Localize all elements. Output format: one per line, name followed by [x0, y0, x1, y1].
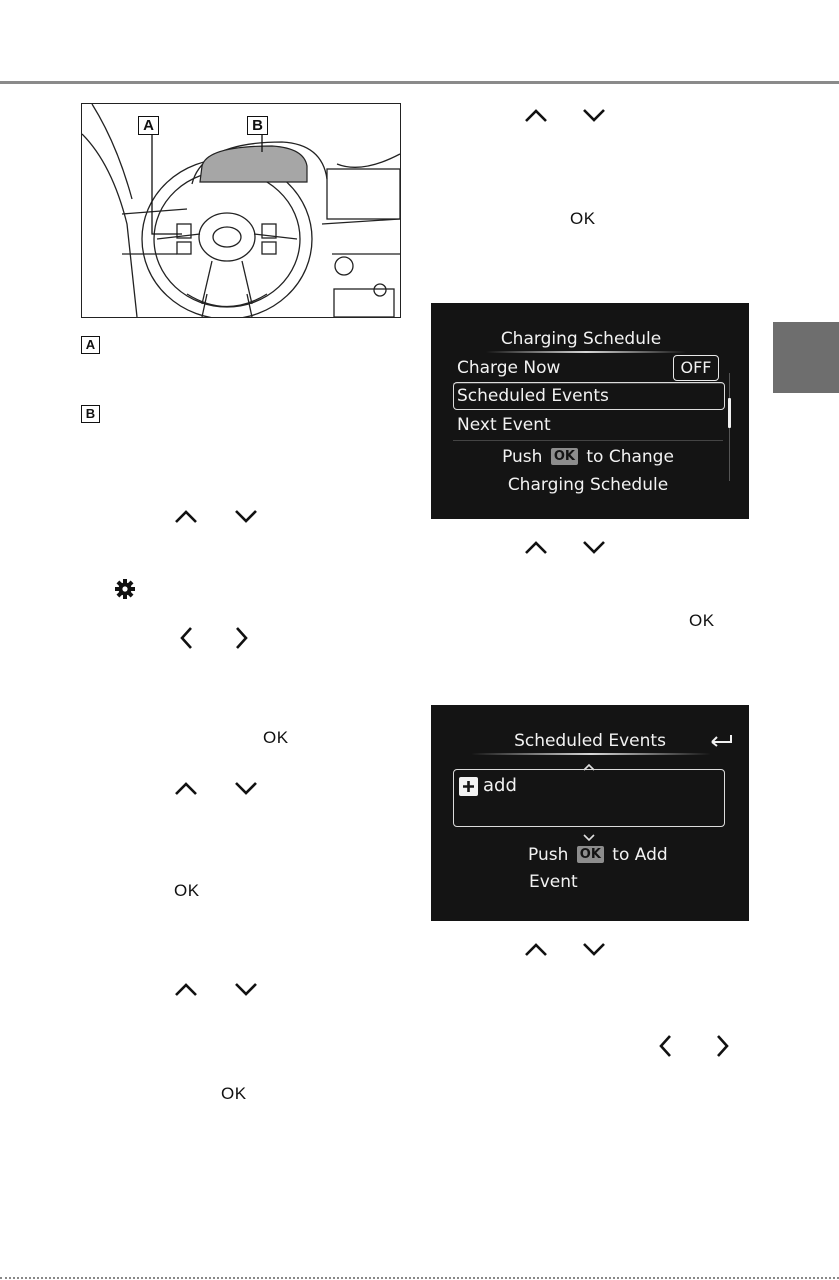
hint-line-1 [431, 447, 745, 467]
hint-tail: to Add [612, 845, 668, 865]
chevron-up-icon [523, 538, 549, 556]
chapter-tab [773, 322, 839, 393]
chevron-right-icon [715, 1033, 731, 1059]
ok-symbol: OK [221, 1084, 247, 1103]
legend-a-label: A [81, 336, 100, 354]
chevron-up-icon [173, 980, 199, 998]
charge-now-row: Charge Now [457, 358, 561, 378]
hint-line-1 [528, 845, 668, 865]
legend-b-label: B [81, 405, 100, 423]
chevron-down-icon [233, 980, 259, 998]
hint-push: Push [528, 845, 569, 865]
screen-title: Charging Schedule [500, 329, 662, 349]
ok-symbol: OK [570, 209, 596, 228]
plus-icon [459, 777, 478, 796]
hint-line-2: Event [529, 872, 578, 892]
chevron-up-icon [523, 940, 549, 958]
chevron-up-icon [523, 106, 549, 124]
charge-now-toggle: OFF [673, 355, 719, 381]
chevron-down-icon [581, 538, 607, 556]
scrollbar-thumb [728, 398, 731, 428]
chevron-up-icon [173, 507, 199, 525]
hint-tail: to Change [586, 447, 674, 467]
add-label: add [483, 775, 517, 796]
steering-wheel-drawing [82, 104, 400, 317]
chevron-right-icon [234, 625, 250, 651]
callout-b: B [247, 116, 268, 135]
row-divider [453, 440, 723, 441]
ok-button-icon: OK [577, 846, 604, 863]
chevron-left-icon [178, 625, 194, 651]
chevron-down-icon [581, 940, 607, 958]
ok-button-icon: OK [551, 448, 578, 465]
chevron-down-icon [233, 507, 259, 525]
hint-push: Push [502, 447, 543, 467]
ok-symbol: OK [263, 728, 289, 747]
chevron-down-icon [581, 106, 607, 124]
chevron-left-icon [657, 1033, 673, 1059]
callout-a: A [138, 116, 159, 135]
footer-rule [0, 1277, 839, 1279]
dashboard-illustration [81, 103, 401, 318]
next-event-row: Next Event [457, 415, 551, 435]
ok-symbol: OK [689, 611, 715, 630]
screen-title: Scheduled Events [514, 731, 666, 751]
gear-icon [114, 578, 136, 600]
ok-symbol: OK [174, 881, 200, 900]
charging-schedule-screen [431, 303, 749, 519]
back-icon[interactable] [707, 729, 735, 751]
chevron-up-icon [173, 779, 199, 797]
scheduled-events-screen [431, 705, 749, 921]
title-underline [486, 351, 686, 353]
chevron-down-icon [233, 779, 259, 797]
hint-line-2: Charging Schedule [507, 475, 669, 495]
header-rule [0, 81, 839, 84]
scheduled-events-row: Scheduled Events [457, 386, 609, 406]
title-underline [471, 753, 711, 755]
